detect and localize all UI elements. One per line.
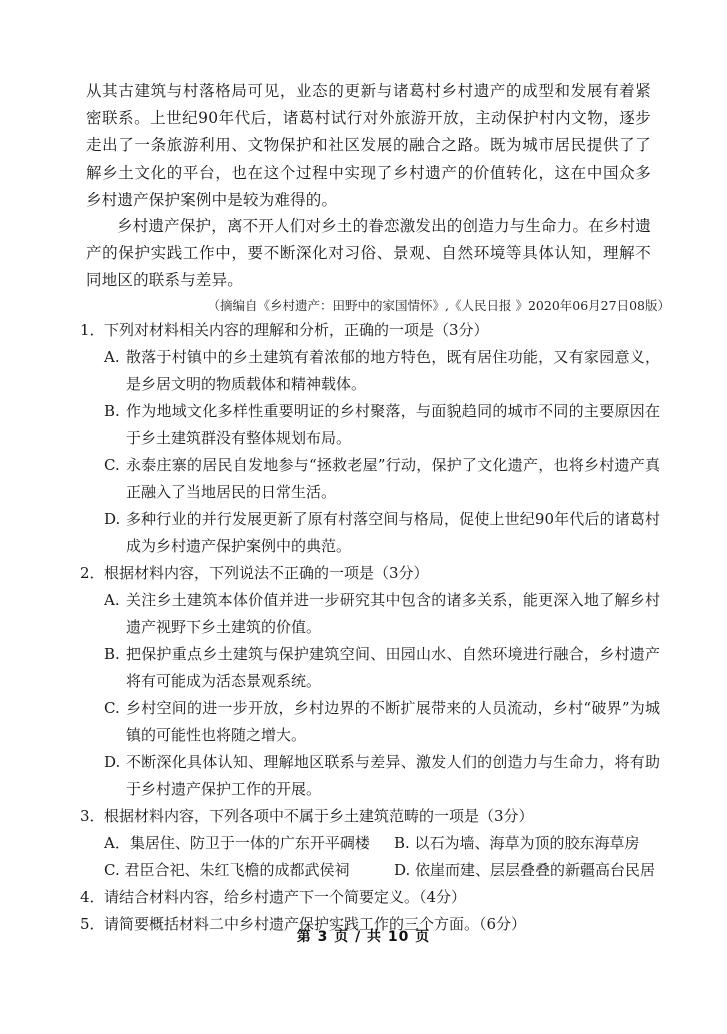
option-c: C. 君臣合祀、朱红飞檐的成都武侯祠 [104, 861, 350, 879]
passage-paragraph-1: 从其古建筑与村落格局可见，业态的更新与诸葛村乡村遗产的成型和发展有着紧密联系。上世纪90年代后，诸葛村试行对外旅游开放，主动保护村内文物，逐步走出了一条旅游利用、文物保护和社区发展的融合之路。既为城市居民提供了了解乡土文化的平台，也在这个过程中实现了乡村遗产的价值转化，这在中国众多乡村遗产保护案例中是较为难得的。 [86, 82, 651, 209]
option-text: 多种行业的并行发展更新了原有村落空间与格局，促使上世纪90年代后的诸葛村成为乡村遗产保护案例中的典范。 [126, 510, 660, 555]
option-a [80, 587, 660, 641]
option-letter: A. [104, 348, 120, 366]
option-letter: C. [104, 699, 120, 717]
option-c [80, 695, 660, 749]
question-number: 5． [80, 915, 105, 933]
question-stem [80, 803, 660, 830]
option-d [80, 506, 660, 560]
question-number: 3． [80, 807, 105, 825]
option-letter: B. [104, 402, 120, 420]
option-letter: D. [104, 753, 121, 771]
question-text: 请结合材料内容，给乡村遗产下一个简要定义。（4分） [104, 888, 467, 906]
option-letter: B. [104, 645, 120, 663]
question-stem [80, 884, 660, 911]
question-text: 根据材料内容，下列各项中不属于乡土建筑范畴的一项是（3分） [104, 807, 534, 825]
question-2 [80, 560, 660, 803]
page-number-footer: 第 3 页 / 共 10 页 [296, 929, 431, 945]
option-a [80, 344, 660, 398]
option-text: 散落于村镇中的乡土建筑有着浓郁的地方特色，既有居住功能，又有家园意义，是乡居文明的物质载体和精神载体。 [126, 348, 660, 393]
option-row [80, 830, 660, 857]
option-text: 作为地域文化多样性重要明证的乡村聚落，与面貌趋同的城市不同的主要原因在于乡土建筑群没有整体规划布局。 [126, 402, 660, 447]
option-text: 把保护重点乡土建筑与保护建筑空间、田园山水、自然环境进行融合，乡村遗产将有可能成为活态景观系统。 [126, 645, 660, 690]
question-list [80, 317, 660, 938]
question-3 [80, 803, 660, 884]
question-1 [80, 317, 660, 560]
option-letter: D. [104, 510, 121, 528]
option-d: D. 依崖而建、层层叠叠的新疆高台民居 [394, 861, 656, 879]
option-letter: C. [104, 456, 120, 474]
question-stem [80, 560, 660, 587]
option-d [80, 749, 660, 803]
option-b [80, 398, 660, 452]
question-stem [80, 317, 660, 344]
option-a: A．集居住、防卫于一体的广东开平碉楼 [104, 834, 370, 852]
question-text: 根据材料内容，下列说法不正确的一项是（3分） [104, 564, 429, 582]
option-letter: A. [104, 591, 120, 609]
option-b: B. 以石为墙、海草为顶的胶东海草房 [394, 834, 640, 852]
option-text: 不断深化具体认知、理解地区联系与差异、激发人们的创造力与生命力，将有助于乡村遗产保护工作的开展。 [126, 753, 660, 798]
question-number: 1． [80, 321, 105, 339]
question-number: 2． [80, 564, 105, 582]
passage-source-citation: （摘编自《乡村遗产：田野中的家国情怀》,《人民日报 》2020年06月27日08版） [207, 298, 670, 313]
option-b [80, 641, 660, 695]
option-c [80, 452, 660, 506]
option-text: 关注乡土建筑本体价值并进一步研究其中包含的诸多关系，能更深入地了解乡村遗产视野下乡土建筑的价值。 [126, 591, 660, 636]
question-text: 请简要概括材料二中乡村遗产保护实践工作的三个方面。（6分） [104, 915, 527, 933]
question-text: 下列对材料相关内容的理解和分析，正确的一项是（3分） [104, 321, 489, 339]
question-4 [80, 884, 660, 911]
question-number: 4． [80, 888, 105, 906]
option-row [80, 857, 660, 884]
option-text: 永泰庄寨的居民自发地参与“拯救老屋”行动，保护了文化遗产，也将乡村遗产真正融入了当地居民的日常生活。 [126, 456, 660, 501]
option-text: 乡村空间的进一步开放，乡村边界的不断扩展带来的人员流动，乡村“破界”为城镇的可能性也将随之增大。 [126, 699, 660, 744]
passage-paragraph-2: 乡村遗产保护，离不开人们对乡土的眷恋激发出的创造力与生命力。在乡村遗产的保护实践工作中，要不断深化对习俗、景观、自然环境等具体认知，理解不同地区的联系与差异。 [86, 217, 651, 290]
